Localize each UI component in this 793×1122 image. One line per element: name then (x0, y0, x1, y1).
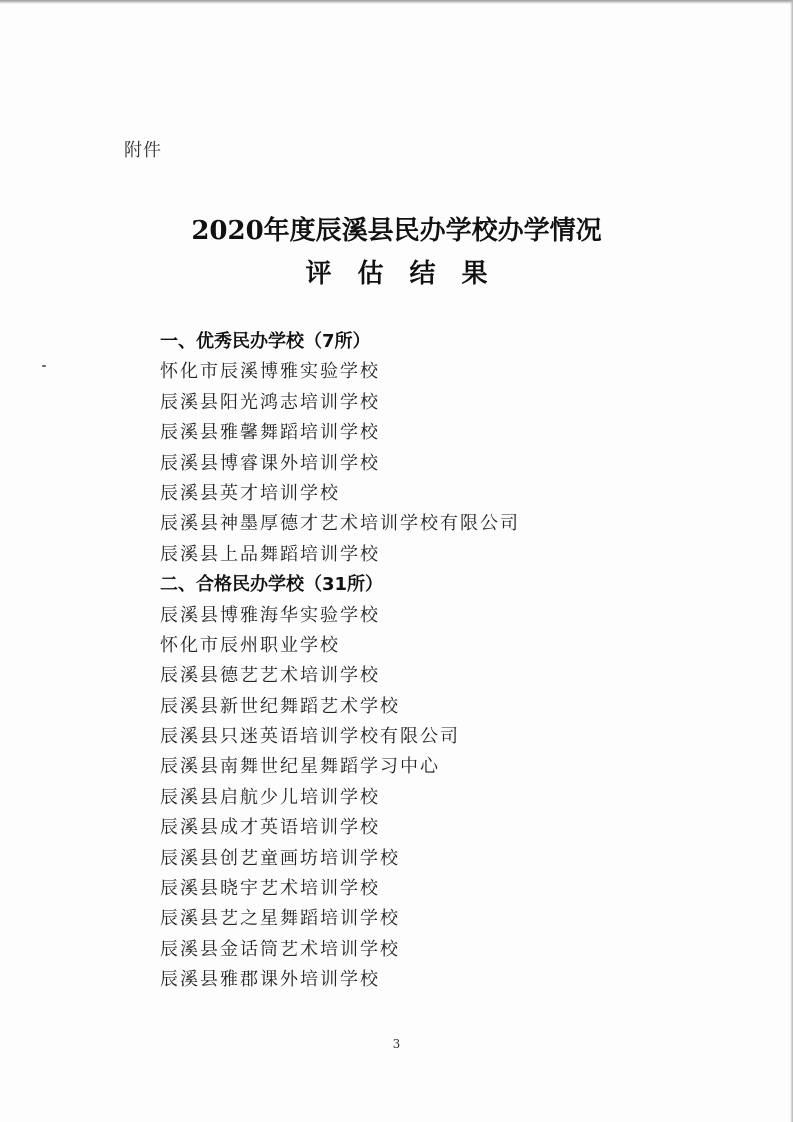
list-item: 辰溪县金话筒艺术培训学校 (160, 938, 400, 960)
list-item: 辰溪县新世纪舞蹈艺术学校 (160, 695, 400, 717)
page-number: 3 (392, 1037, 401, 1051)
list-item: 辰溪县雅郡课外培训学校 (160, 969, 380, 991)
list-item: 辰溪县博睿课外培训学校 (160, 452, 380, 474)
list-item: 辰溪县上品舞蹈培训学校 (160, 543, 380, 565)
list-item: 怀化市辰溪博雅实验学校 (160, 361, 380, 383)
list-item: 辰溪县创艺童画坊培训学校 (160, 847, 400, 869)
list-item: 辰溪县雅馨舞蹈培训学校 (160, 422, 380, 444)
document-title-line-2: 评估结果 (305, 259, 514, 289)
list-item: 辰溪县神墨厚德才艺术培训学校有限公司 (160, 513, 520, 535)
list-item: 辰溪县成才英语培训学校 (160, 817, 380, 839)
scan-speck (42, 365, 46, 367)
document-title-line-1: 2020年度辰溪县民办学校办学情况 (191, 216, 602, 246)
scan-edge-top (0, 0, 793, 4)
list-item: 辰溪县英才培训学校 (160, 482, 340, 504)
list-item: 辰溪县只迷英语培训学校有限公司 (160, 726, 460, 748)
list-item: 辰溪县阳光鸿志培训学校 (160, 391, 380, 413)
list-item: 辰溪县艺之星舞蹈培训学校 (160, 908, 400, 930)
section-heading-qualified: 二、合格民办学校（31所） (160, 574, 384, 596)
list-item: 辰溪县德艺艺术培训学校 (160, 665, 380, 687)
list-item: 怀化市辰州职业学校 (160, 634, 340, 656)
attachment-label: 附件 (124, 140, 162, 161)
section-heading-excellent: 一、优秀民办学校（7所） (160, 331, 371, 352)
list-item: 辰溪县晓宇艺术培训学校 (160, 878, 380, 900)
results-list (160, 327, 760, 996)
list-item: 辰溪县博雅海华实验学校 (160, 604, 380, 626)
list-item: 辰溪县南舞世纪星舞蹈学习中心 (160, 756, 440, 778)
list-item: 辰溪县启航少儿培训学校 (160, 786, 380, 808)
